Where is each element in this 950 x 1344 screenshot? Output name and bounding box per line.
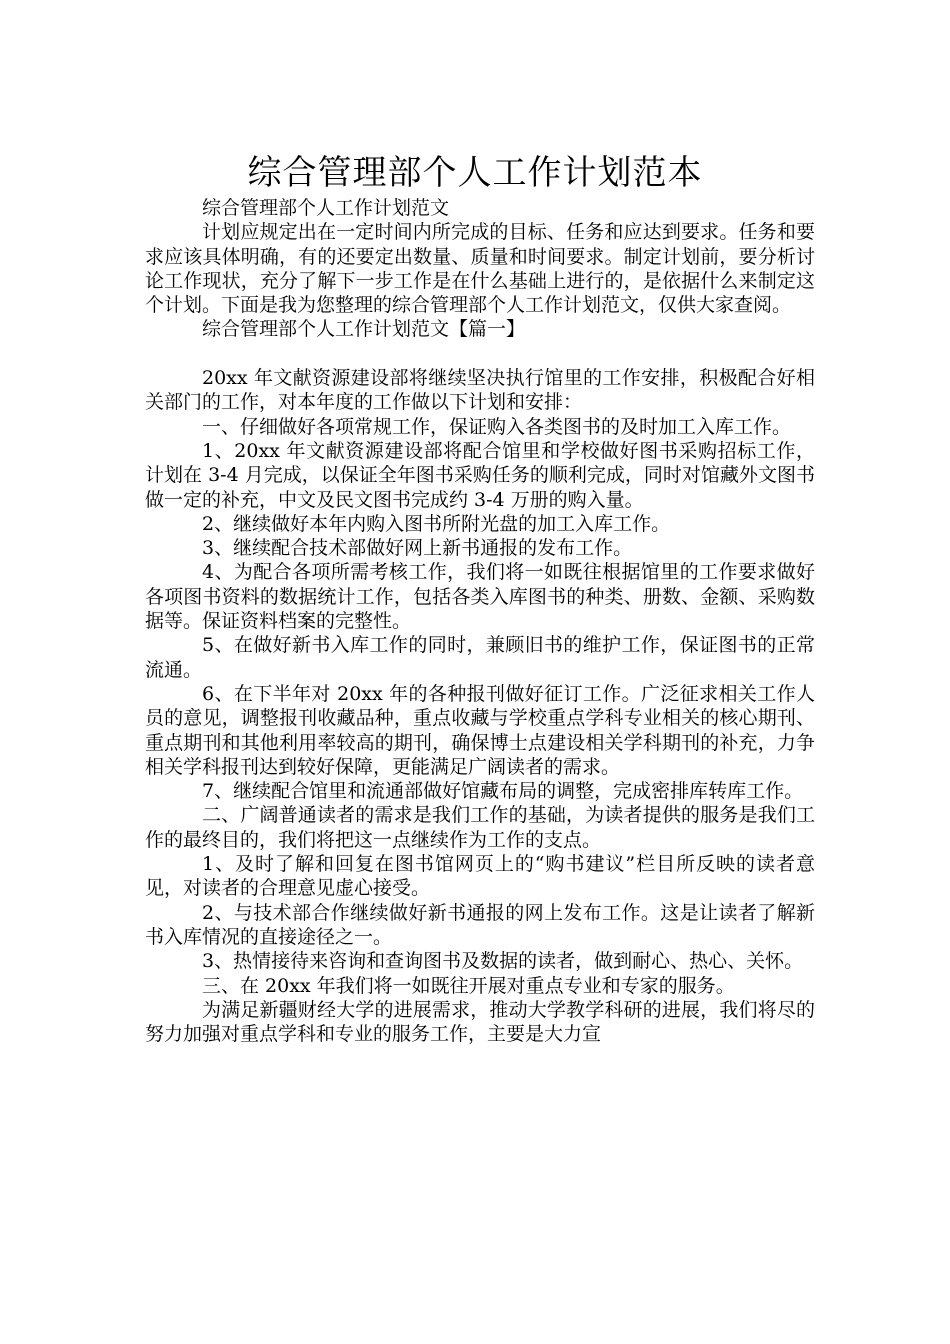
list-item: 1、及时了解和回复在图书馆网页上的“购书建议”栏目所反映的读者意见，对读者的合理意见虚心接受。 [145, 853, 815, 900]
document-body [145, 196, 815, 1046]
overview-paragraph: 20xx 年文献资源建设部将继续坚决执行馆里的工作安排，积极配合好相关部门的工作，对本年度的工作做以下计划和安排： [145, 367, 815, 414]
section-two-heading: 二、广阔普通读者的需求是我们工作的基础，为读者提供的服务是我们工作的最终目的，我们将把这一点继续作为工作的支点。 [145, 804, 815, 851]
list-item: 1、20xx 年文献资源建设部将配合馆里和学校做好图书采购招标工作，计划在 3-4 月完成，以保证全年图书采购任务的顺利完成，同时对馆藏外文图书做一定的补充，中文及民文图书完成约 3-4 万册的购入量。 [145, 439, 815, 511]
list-item: 2、继续做好本年内购入图书所附光盘的加工入库工作。 [202, 512, 671, 535]
list-item: 5、在做好新书入库工作的同时，兼顾旧书的维护工作，保证图书的正常流通。 [145, 634, 815, 681]
section-three-heading: 三、在 20xx 年我们将一如既往开展对重点专业和专家的服务。 [202, 974, 735, 997]
document-title: 综合管理部个人工作计划范本 [247, 152, 703, 193]
list-item: 2、与技术部合作继续做好新书通报的网上发布工作。这是让读者了解新书入库情况的直接途径之一。 [145, 901, 815, 948]
list-item: 4、为配合各项所需考核工作，我们将一如既往根据馆里的工作要求做好各项图书资料的数据统计工作，包括各类入库图书的种类、册数、金额、采购数据等。保证资料档案的完整性。 [145, 561, 815, 633]
subtitle-paragraph: 综合管理部个人工作计划范文 [202, 197, 450, 219]
blank-line [145, 342, 815, 366]
section-heading-part-one: 综合管理部个人工作计划范文【篇一】 [202, 318, 526, 341]
list-item: 3、继续配合技术部做好网上新书通报的发布工作。 [202, 537, 633, 560]
list-item: 7、继续配合馆里和流通部做好馆藏布局的调整，完成密排库转库工作。 [202, 780, 804, 803]
list-item: 6、在下半年对 20xx 年的各种报刊做好征订工作。广泛征求相关工作人员的意见，调整报刊收藏品种，重点收藏与学校重点学科专业相关的核心期刊、重点期刊和其他利用率较高的期刊，确保博士点建设相关学科期刊的补充，力争相关学科报刊达到较好保障，更能满足广阔读者的需求。 [145, 682, 815, 778]
section-one-heading: 一、仔细做好各项常规工作，保证购入各类图书的及时加工入库工作。 [202, 415, 792, 438]
intro-paragraph: 计划应规定出在一定时间内所完成的目标、任务和应达到要求。任务和要求应该具体明确，有的还要定出数量、质量和时间要求。制定计划前，要分析讨论工作现状，充分了解下一步工作是在什么基础上进行的，是依据什么来制定这个计划。下面是我为您整理的综合管理部个人工作计划范文，仅供大家查阅。 [145, 221, 815, 317]
closing-paragraph: 为满足新疆财经大学的进展需求，推动大学教学科研的进展，我们将尽的努力加强对重点学科和专业的服务工作，主要是大力宣 [145, 998, 815, 1046]
list-item: 3、热情接待来咨询和查询图书及数据的读者，做到耐心、热心、关怀。 [202, 950, 804, 973]
